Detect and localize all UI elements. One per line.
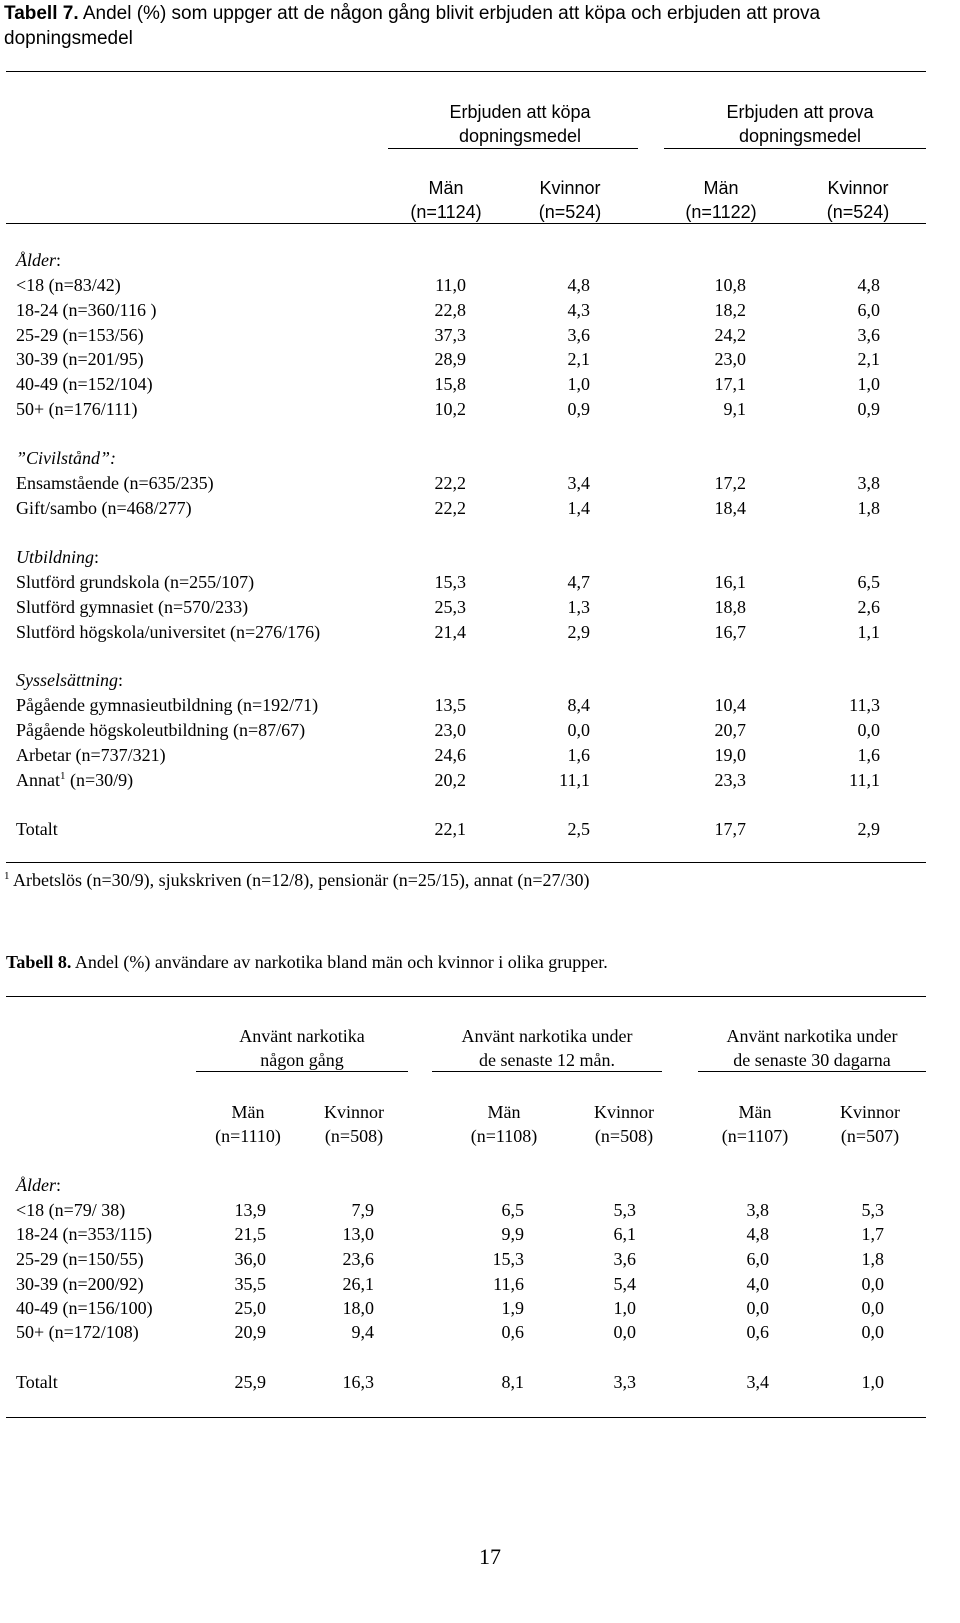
table7-section-heading: Utbildning: (16, 547, 100, 567)
table8-group-header: Använt narkotika under de senaste 12 mån. (461, 1026, 633, 1070)
table7-section-heading: Sysselsättning: (16, 670, 124, 690)
page-number: 17 (479, 1544, 501, 1569)
table7-top-rule (6, 71, 926, 72)
table8-group-header: Använt narkotika under de senaste 30 dagarna (726, 1026, 898, 1070)
table8-group-rule (196, 1071, 408, 1072)
table8-col-header: Män (n=1110) (215, 1102, 281, 1146)
table8-col-header: Män (n=1107) (721, 1102, 789, 1146)
table7-section-heading: ”Civilstånd”: (16, 448, 117, 468)
table8-title: Tabell 8. Andel (%) användare av narkotika bland män och kvinnor i olika grupper. (6, 952, 608, 972)
table7-label: Tabell 7. (4, 3, 79, 24)
table7-col-header: Män (n=1122) (685, 178, 757, 222)
table7-group-rule-try (664, 148, 926, 149)
table7-section-heading: Ålder: (16, 250, 62, 270)
table7-title-line2: dopningsmedel (4, 28, 133, 49)
table8-top-rule (6, 996, 926, 997)
table8-group-rule (432, 1071, 662, 1072)
table7-title-line1: Andel (%) som uppger att de någon gång blivit erbjuden att köpa och erbjuden att prova (82, 3, 821, 24)
table7-group-header-try: Erbjuden att prova dopningsmedel (726, 102, 874, 146)
table8-col-header: Kvinnor (n=508) (324, 1102, 384, 1146)
table8-col-header: Kvinnor (n=507) (840, 1102, 900, 1146)
table8-group-header: Använt narkotika någon gång (239, 1026, 365, 1070)
table7-group-header-buy: Erbjuden att köpa dopningsmedel (449, 102, 591, 146)
table7-bottom-rule (6, 862, 926, 863)
table8-col-header: Kvinnor (n=508) (594, 1102, 654, 1146)
table8-bottom-rule (6, 1417, 926, 1418)
table8-label: Tabell 8. (6, 952, 72, 972)
footnote-marker: 1 (60, 770, 66, 782)
table7-col-header: Kvinnor (n=524) (538, 178, 602, 222)
table7-group-rule-buy (388, 148, 638, 149)
table8-group-rule (698, 1071, 926, 1072)
table7-footnote: $^1$ Arbetslös (n=30/9), sjukskriven (n=12/8), pensionär (n=25/15), annat (n=27/30) (4, 870, 590, 890)
table7-col-header: Kvinnor (n=524) (826, 178, 890, 222)
table7-col-header: Män (n=1124) (410, 178, 482, 222)
table7-header-rule (6, 223, 926, 224)
table8-section-heading: Ålder: (16, 1175, 62, 1195)
table8-col-header: Män (n=1108) (470, 1102, 538, 1146)
